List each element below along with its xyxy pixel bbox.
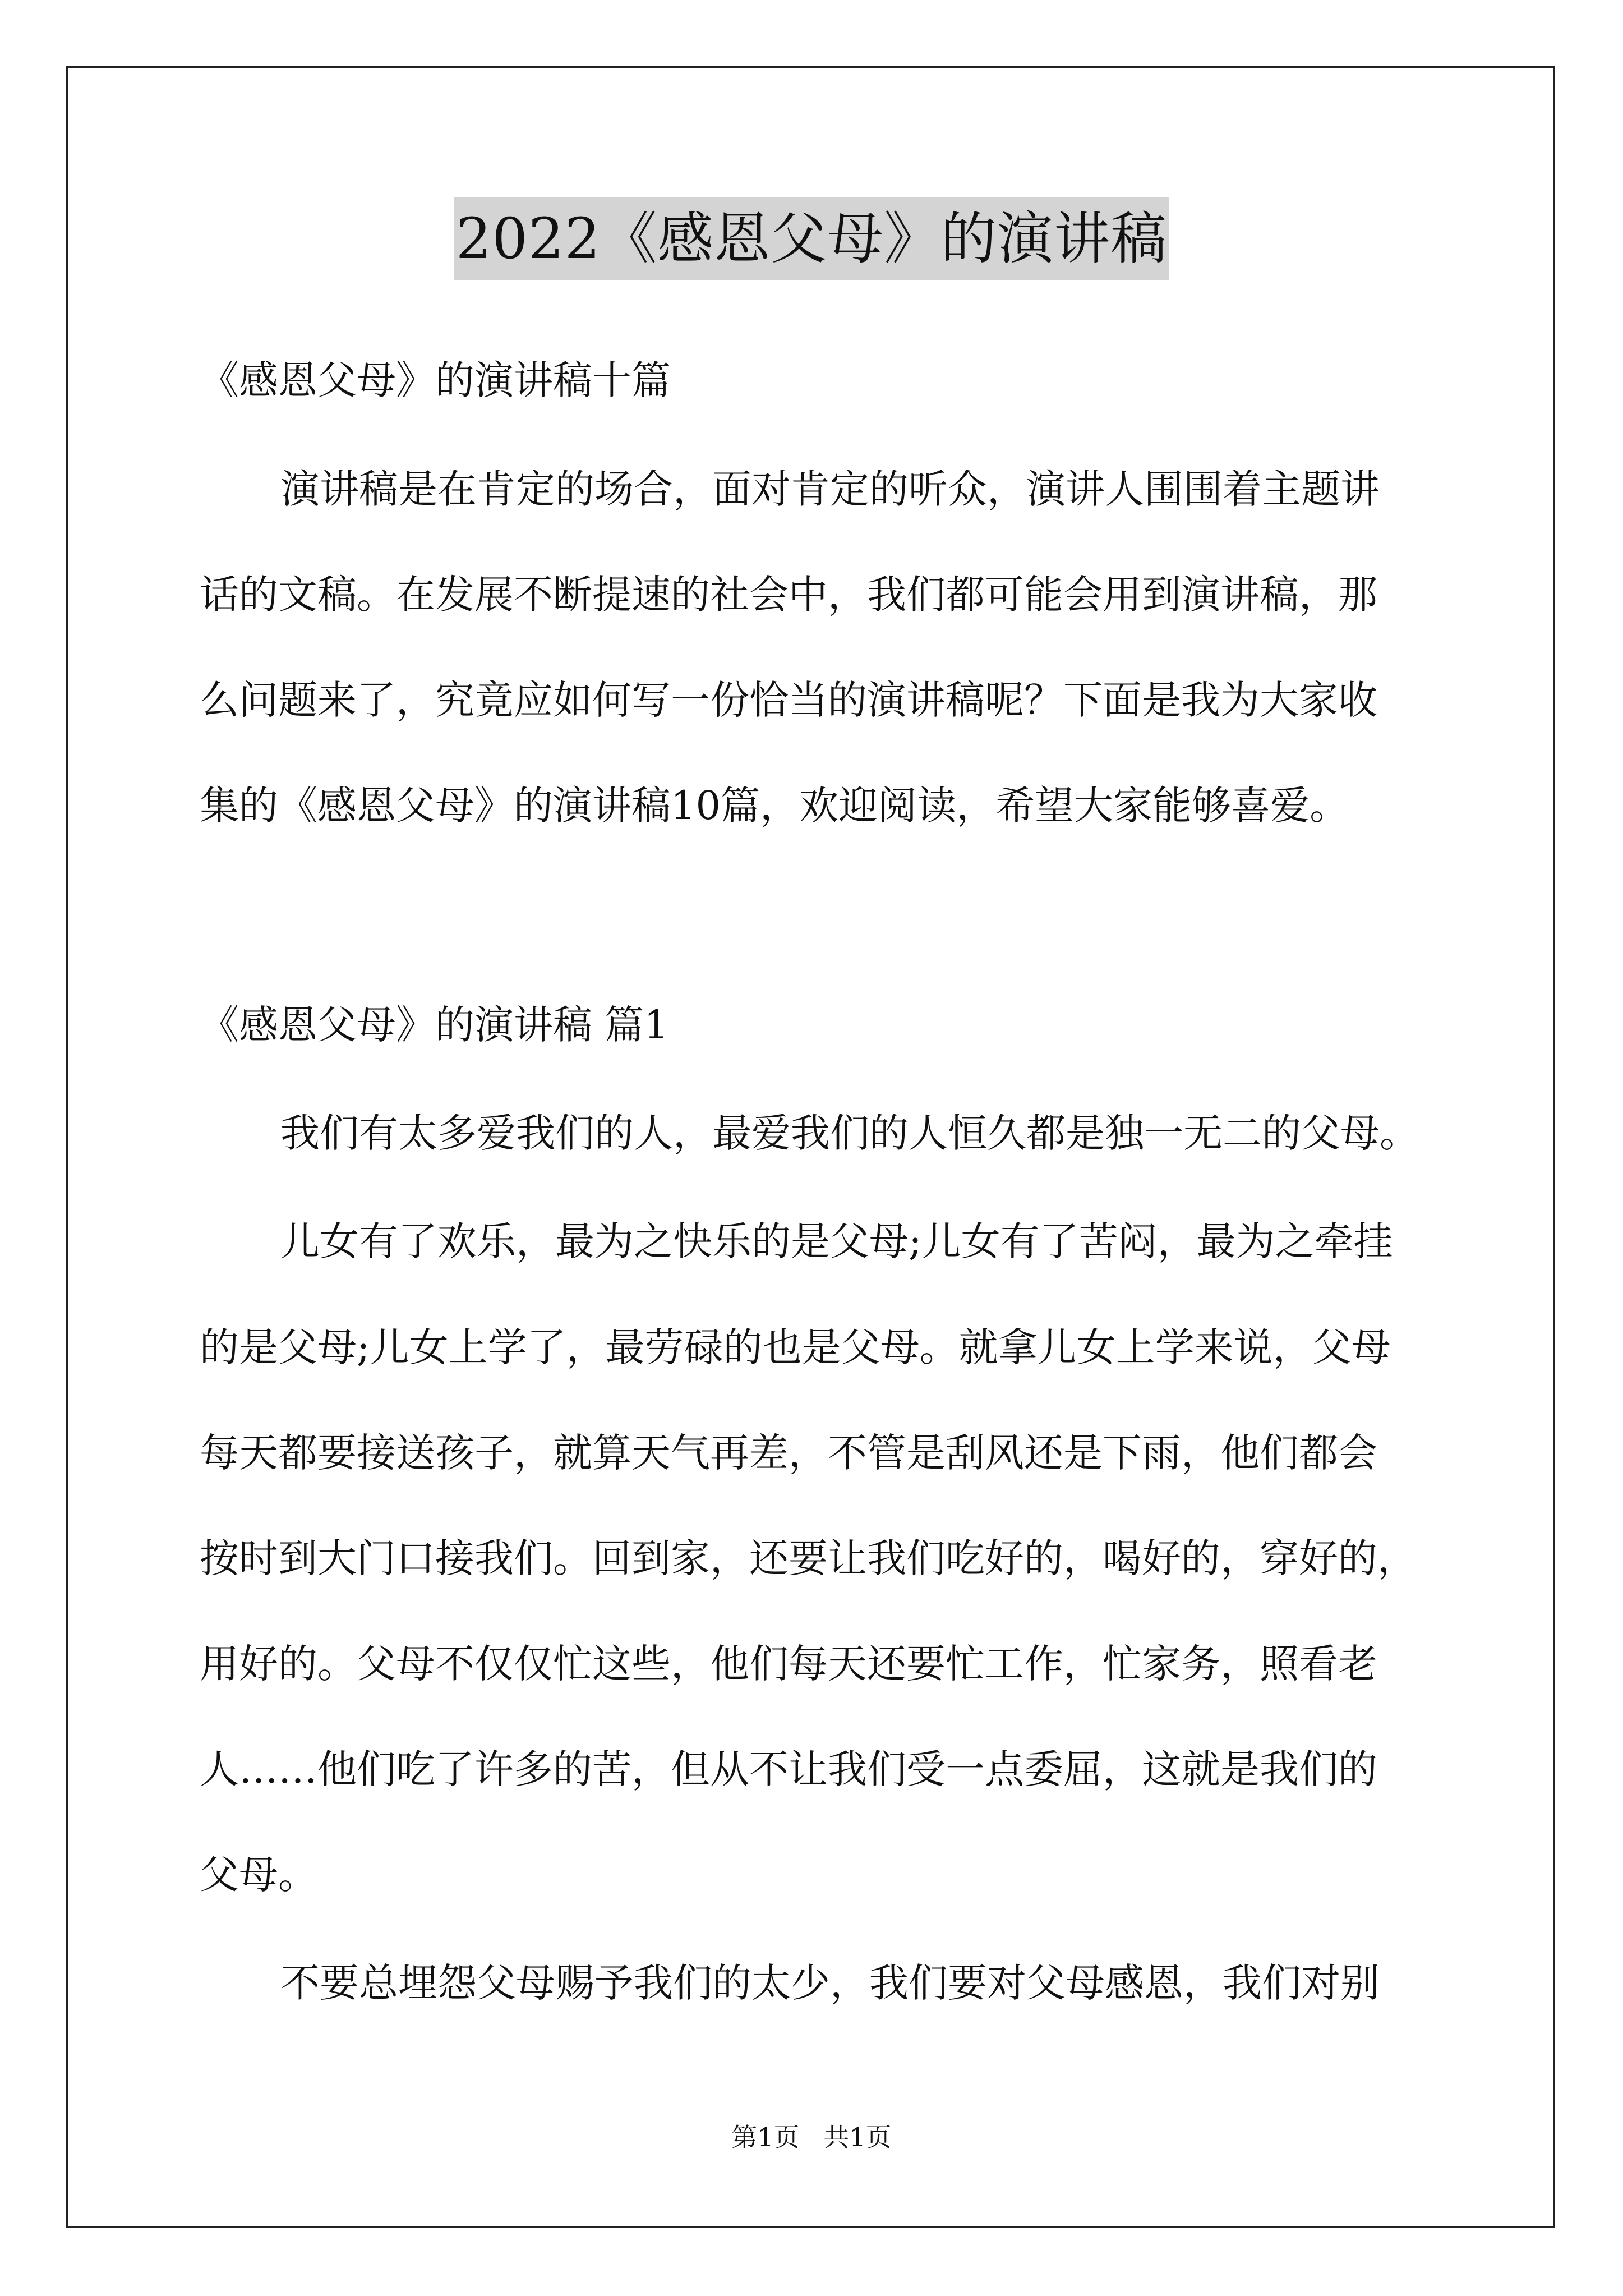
page-total: 共1页 <box>823 2122 892 2152</box>
document-title: 2022《感恩父母》的演讲稿 <box>454 197 1170 280</box>
intro-line: 么问题来了，究竟应如何写一份恰当的演讲稿呢？下面是我为大家收 <box>200 677 1377 723</box>
body-line: 我们有太多爱我们的人，最爱我们的人恒久都是独一无二的父母。 <box>280 1110 1419 1156</box>
body-line: 按时到大门口接我们。回到家，还要让我们吃好的，喝好的，穿好的， <box>200 1535 1417 1581</box>
title-container <box>0 197 1623 280</box>
document-subtitle: 《感恩父母》的演讲稿十篇 <box>200 357 671 403</box>
body-line: 父母。 <box>200 1852 317 1898</box>
body-line: 儿女有了欢乐，最为之快乐的是父母;儿女有了苦闷，最为之牵挂 <box>280 1218 1393 1264</box>
intro-line: 演讲稿是在肯定的场合，面对肯定的听众，演讲人围围着主题讲 <box>280 466 1380 512</box>
intro-line: 集的《感恩父母》的演讲稿10篇，欢迎阅读，希望大家能够喜爱。 <box>200 783 1349 829</box>
page-footer <box>0 2120 1623 2154</box>
intro-line: 话的文稿。在发展不断提速的社会中，我们都可能会用到演讲稿，那 <box>200 572 1377 618</box>
body-line: 的是父母;儿女上学了，最劳碌的也是父母。就拿儿女上学来说，父母 <box>200 1324 1391 1370</box>
page-number: 第1页 <box>731 2122 800 2152</box>
body-line: 人……他们吃了许多的苦，但从不让我们受一点委屈，这就是我们的 <box>200 1746 1377 1792</box>
body-line: 每天都要接送孩子，就算天气再差，不管是刮风还是下雨，他们都会 <box>200 1430 1377 1476</box>
body-line: 不要总埋怨父母赐予我们的太少，我们要对父母感恩，我们对别 <box>280 1960 1380 2006</box>
body-line: 用好的。父母不仅仅忙这些，他们每天还要忙工作，忙家务，照看老 <box>200 1641 1377 1687</box>
section-heading: 《感恩父母》的演讲稿 篇1 <box>200 1002 669 1048</box>
